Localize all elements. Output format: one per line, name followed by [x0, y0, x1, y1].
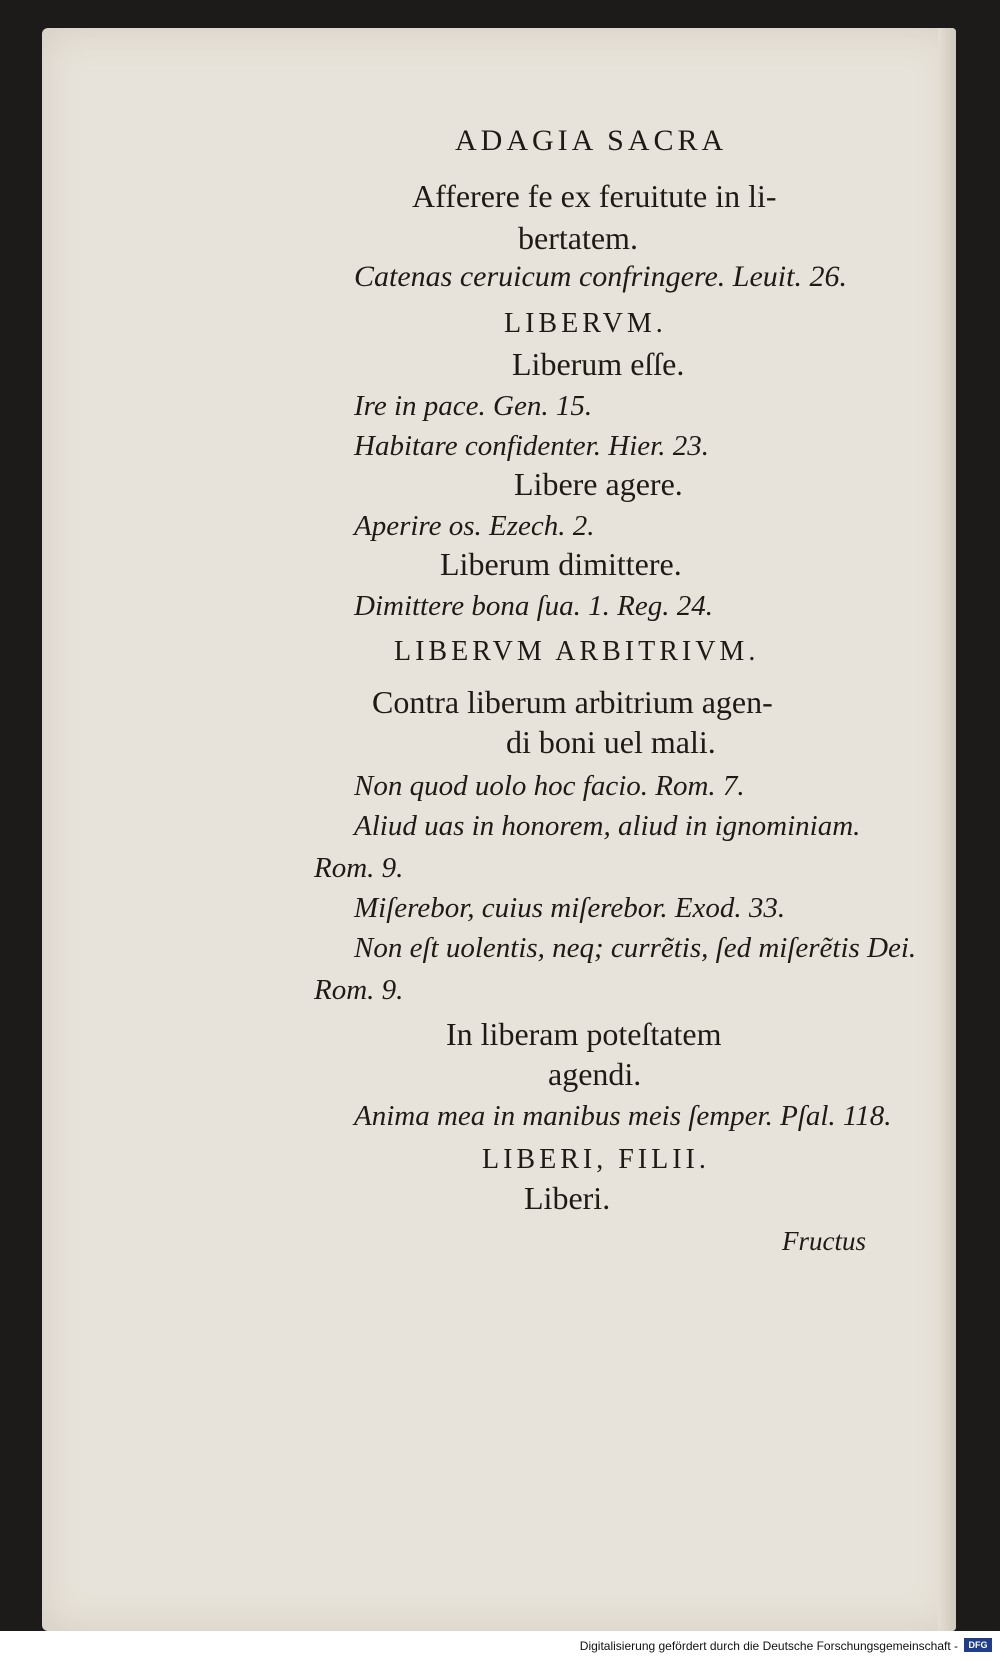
- text-line: Contra liberum arbitrium agen-: [372, 684, 773, 720]
- book-page: [42, 28, 956, 1631]
- text-line: bertatem.: [518, 220, 638, 256]
- text-line: Non quod uolo hoc facio. Rom. 7.: [354, 770, 745, 802]
- text-line: Aliud uas in honorem, aliud in ignominiam.: [354, 810, 861, 842]
- footer-bar: [0, 1631, 1000, 1661]
- section-heading: LIBERVM.: [504, 308, 667, 339]
- footer-credit: Digitalisierung gefördert durch die Deutsche Forschungsgemeinschaft -: [579, 1639, 958, 1653]
- subheading: agendi.: [548, 1056, 642, 1092]
- dfg-logo-icon: DFG: [964, 1638, 992, 1652]
- section-heading: LIBERI, FILII.: [482, 1144, 710, 1175]
- text-line: Aperire os. Ezech. 2.: [354, 510, 595, 542]
- subheading: Liberi.: [524, 1180, 611, 1216]
- text-line: Afferere fe ex feruitute in li-: [412, 178, 777, 214]
- text-line: Ire in pace. Gen. 15.: [354, 390, 593, 422]
- section-heading: LIBERVM ARBITRIVM.: [394, 636, 760, 667]
- text-line: Anima mea in manibus meis ſemper. Pſal. 118.: [354, 1100, 892, 1132]
- text-line: Rom. 9.: [314, 974, 404, 1006]
- subheading: Liberum dimittere.: [440, 546, 682, 582]
- subheading: Libere agere.: [514, 466, 683, 502]
- text-line: Non eſt uolentis, neq; currẽtis, ſed miſerẽtis Dei.: [354, 932, 917, 964]
- text-line: Habitare confidenter. Hier. 23.: [354, 430, 709, 462]
- catchword: Fructus: [782, 1226, 866, 1256]
- subheading: Liberum eſſe.: [512, 346, 685, 382]
- text-line: Miſerebor, cuius miſerebor. Exod. 33.: [354, 892, 786, 924]
- text-line: Rom. 9.: [314, 852, 404, 884]
- text-line: Dimittere bona ſua. 1. Reg. 24.: [354, 590, 713, 622]
- page-edge: [938, 28, 956, 1631]
- text-line: di boni uel mali.: [506, 724, 716, 760]
- subheading: In liberam poteſtatem: [446, 1016, 722, 1052]
- running-head: ADAGIA SACRA: [455, 124, 728, 157]
- text-line: Catenas ceruicum confringere. Leuit. 26.: [354, 260, 847, 293]
